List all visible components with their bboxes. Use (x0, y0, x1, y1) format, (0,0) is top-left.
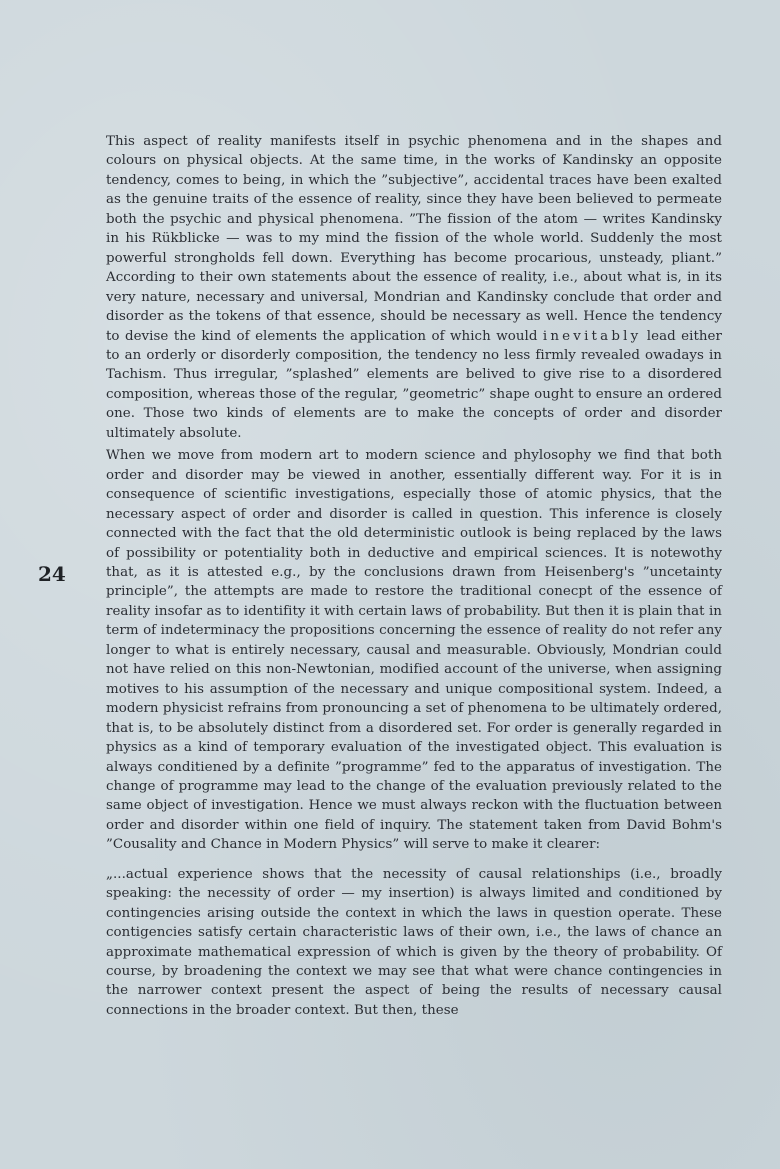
page-number: 24 (38, 562, 66, 586)
paragraph-text: This aspect of reality manifests itself in psychic phenomena and in the shapes and colours on physical objects. At the same time, in the works of Kandinsky an opposite tendency, comes to being, in which the ”subjective”, accidental traces have been exalted as the genuine traits of the essence of reality, since they have been believed to permeate both the psychic and physical phenomena. ”The fission of the atom — writes Kandinsky in his Rükblicke — was to my mind the fission of the whole world. Suddenly the most powerful strongholds fell down. Everything has become procarious, unsteady, pliant.” According to their own statements about the essence of reality, i.e., about what is, in its very nature, necessary and universal, Mondrian and Kandinsky conclude that order and disorder as the tokens of that essence, should be necessary as well. Hence the tendency to devise the kind of elements the application of which would (106, 134, 722, 344)
paragraph-order-and-disorder (106, 132, 722, 443)
paragraph-modern-science: When we move from modern art to modern science and phylosophy we find that both order and disorder may be viewed in another, essentially different way. For it is in consequence of scientific investigations, especially those of atomic physics, that the necessary aspect of order and disorder is called in question. This inference is closely connected with the fact that the old deterministic outlook is being replaced by the laws of possibility or potentiality both in deductive and empirical sciences. It is notewothy that, as it is attested e.g., by the conclusions drawn from Heisenberg's ”uncetainty principle”, the attempts are made to restore the traditional conecpt of the essence of reality insofar as to identifity it with certain laws of probability. But then it is plain that in term of indeterminacy the propositions concerning the essence of reality do not refer any longer to what is entirely necessary, causal and measurable. Obviously, Mondrian could not have relied on this non-Newtonian, modified account of the universe, when assigning motives to his assumption of the necessary and unique compositional system. Indeed, a modern physicist refrains from pronouncing a set of phenomena to be ultimately ordered, that is, to be absolutely distinct from a disordered set. For order is generally regarded in physics as a kind of temporary evaluation of the investigated object. This evaluation is always conditiened by a definite ”programme” fed to the apparatus of investigation. The change of programme may lead to the change of the evaluation previously related to the same object of investigation. Hence we must always reckon with the fluctuation between order and disorder within one field of inquiry. The statement taken from David Bohm's ”Cousality and Chance in Modern Physics” will serve to make it clearer: (106, 448, 722, 853)
paragraph-text: lead either to an orderly or disorderly composition, the tendency no less firmly revealed owadays in Tachism. Thus irregular, ”splashed” elements are belived to give rise to a disordered composition, whereas those of the regular, ”geometric” shape ought to ensure an ordered one. Those two kinds of elements are to make the concepts of order and disorder ultimately absolute. (106, 328, 723, 441)
body-text (106, 132, 722, 1020)
emphasized-word: inevitably (542, 328, 642, 344)
quotation-bohm: „...actual experience shows that the necessity of causal relationships (i.e., broadly speaking: the necessity of order — my insertion) is always limited and conditioned by contingencies arising outside the context in which the laws in question operate. These contigencies satisfy certain characteristic laws of their own, i.e., the laws of chance an approximate mathematical expression of which is given by the theory of probability. Of course, by broadening the context we may see that what were chance contingencies in the narrower context present the aspect of being the results of necessary causal connections in the broader context. But then, these (106, 866, 722, 1018)
